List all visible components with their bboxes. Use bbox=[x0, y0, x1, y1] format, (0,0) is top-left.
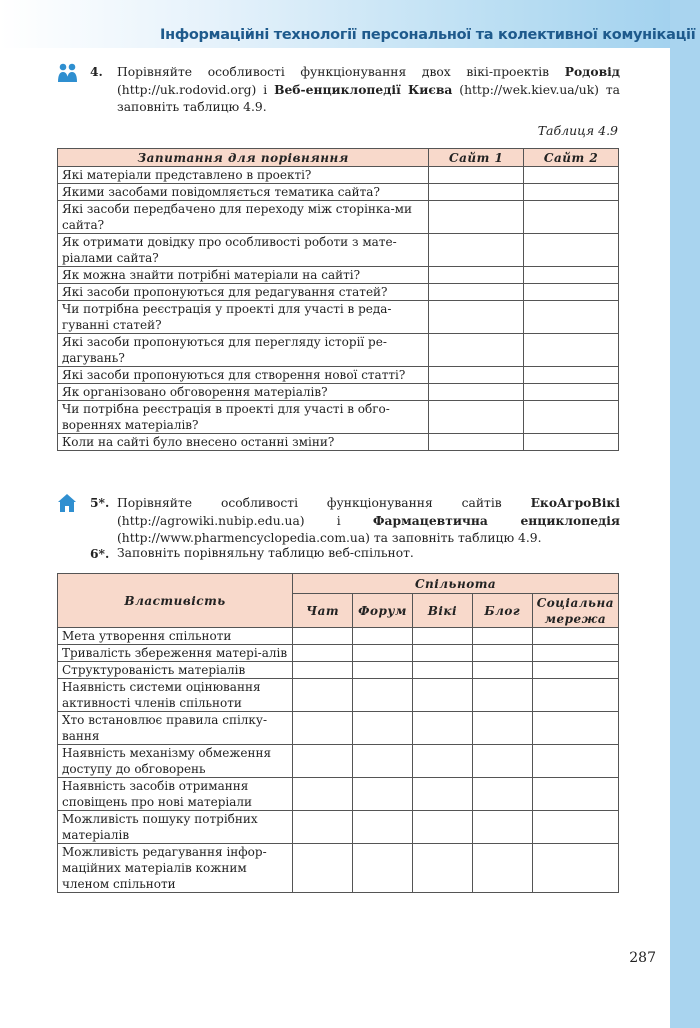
table-row bbox=[58, 267, 619, 284]
answer-cell bbox=[429, 234, 524, 267]
answer-cell bbox=[472, 745, 532, 778]
answer-cell bbox=[524, 167, 619, 184]
column-header: Чат bbox=[293, 594, 353, 628]
task-text: Порівняйте особливості функціонування сайтів ЕкоАгроВікі (http://agrowiki.nubip.edu.ua) і Фармацевтична енциклопедія (http://www.pharmencyclopedia.com.ua) та заповніть таблицю 4.9. bbox=[117, 495, 620, 545]
answer-cell bbox=[532, 662, 618, 679]
answer-cell bbox=[524, 184, 619, 201]
question-cell: Які засоби передбачено для переходу між сторінка-ми сайта? bbox=[58, 201, 429, 234]
answer-cell bbox=[293, 628, 353, 645]
answer-cell bbox=[353, 662, 413, 679]
answer-cell bbox=[429, 167, 524, 184]
table-row bbox=[58, 367, 619, 384]
answer-cell bbox=[413, 662, 473, 679]
question-cell: Чи потрібна реєстрація в проекті для участі в обго-вореннях матеріалів? bbox=[58, 401, 429, 434]
property-cell: Хто встановлює правила спілку-вання bbox=[58, 712, 293, 745]
table-row bbox=[58, 201, 619, 234]
home-task-icon bbox=[57, 493, 77, 513]
community-group-header: Спільнота bbox=[293, 574, 619, 594]
answer-cell bbox=[293, 778, 353, 811]
answer-cell bbox=[293, 712, 353, 745]
column-header: Блог bbox=[472, 594, 532, 628]
property-cell: Можливість пошуку потрібних матеріалів bbox=[58, 811, 293, 844]
table-row bbox=[58, 434, 619, 451]
answer-cell bbox=[532, 679, 618, 712]
answer-cell bbox=[413, 712, 473, 745]
answer-cell bbox=[532, 628, 618, 645]
question-cell: Які матеріали представлено в проекті? bbox=[58, 167, 429, 184]
answer-cell bbox=[413, 778, 473, 811]
task-6 bbox=[90, 545, 620, 563]
answer-cell bbox=[413, 745, 473, 778]
answer-cell bbox=[293, 811, 353, 844]
table-row bbox=[58, 645, 619, 662]
answer-cell bbox=[524, 301, 619, 334]
answer-cell bbox=[472, 712, 532, 745]
table-row bbox=[58, 184, 619, 201]
answer-cell bbox=[353, 811, 413, 844]
table-row bbox=[58, 234, 619, 267]
question-cell: Які засоби пропонуються для редагування статей? bbox=[58, 284, 429, 301]
site-name: Фармацевтична енциклопедія bbox=[372, 513, 620, 528]
answer-cell bbox=[353, 778, 413, 811]
answer-cell bbox=[293, 645, 353, 662]
answer-cell bbox=[524, 234, 619, 267]
table-row bbox=[58, 712, 619, 745]
answer-cell bbox=[472, 628, 532, 645]
communities-table bbox=[57, 573, 619, 893]
table-row bbox=[58, 301, 619, 334]
answer-cell bbox=[524, 267, 619, 284]
answer-cell bbox=[472, 679, 532, 712]
question-cell: Якими засобами повідомляється тематика сайта? bbox=[58, 184, 429, 201]
question-cell: Як отримати довідку про особливості роботи з мате-ріалами сайта? bbox=[58, 234, 429, 267]
comparison-table-4-9 bbox=[57, 148, 619, 451]
column-header: Форум bbox=[353, 594, 413, 628]
task-text: Заповніть порівняльну таблицю веб-спільнот. bbox=[117, 546, 414, 560]
column-header: Запитання для порівняння bbox=[58, 149, 429, 167]
answer-cell bbox=[413, 628, 473, 645]
pair-work-icon bbox=[57, 62, 79, 84]
answer-cell bbox=[429, 184, 524, 201]
answer-cell bbox=[293, 662, 353, 679]
answer-cell bbox=[532, 712, 618, 745]
answer-cell bbox=[353, 745, 413, 778]
answer-cell bbox=[293, 679, 353, 712]
table-row bbox=[58, 334, 619, 367]
answer-cell bbox=[353, 645, 413, 662]
site-name: ЕкоАгроВікі bbox=[530, 495, 620, 510]
task-number: 6*. bbox=[90, 546, 110, 561]
question-cell: Як можна знайти потрібні матеріали на сайті? bbox=[58, 267, 429, 284]
answer-cell bbox=[353, 844, 413, 893]
answer-cell bbox=[429, 334, 524, 367]
answer-cell bbox=[429, 401, 524, 434]
table-row bbox=[58, 745, 619, 778]
answer-cell bbox=[293, 844, 353, 893]
table-row bbox=[58, 662, 619, 679]
answer-cell bbox=[532, 811, 618, 844]
table-row bbox=[58, 778, 619, 811]
answer-cell bbox=[524, 434, 619, 451]
table-row bbox=[58, 679, 619, 712]
answer-cell bbox=[429, 434, 524, 451]
answer-cell bbox=[524, 384, 619, 401]
answer-cell bbox=[413, 645, 473, 662]
task-text: Порівняйте особливості функціонування двох вікі-проектів Родовід (http://uk.rodovid.org) і Веб-енциклопедії Києва (http://wek.kiev.ua/uk) та заповніть таблицю 4.9. bbox=[117, 64, 620, 114]
column-header: Сайт 1 bbox=[429, 149, 524, 167]
answer-cell bbox=[524, 367, 619, 384]
answer-cell bbox=[532, 778, 618, 811]
answer-cell bbox=[472, 662, 532, 679]
page-number: 287 bbox=[629, 950, 656, 966]
answer-cell bbox=[532, 745, 618, 778]
column-header: Сайт 2 bbox=[524, 149, 619, 167]
answer-cell bbox=[532, 645, 618, 662]
answer-cell bbox=[472, 778, 532, 811]
property-cell: Наявність засобів отримання сповіщень про нові матеріали bbox=[58, 778, 293, 811]
site-name: Родовід bbox=[564, 64, 620, 79]
answer-cell bbox=[413, 679, 473, 712]
table-caption: Таблиця 4.9 bbox=[537, 123, 618, 138]
answer-cell bbox=[413, 811, 473, 844]
answer-cell bbox=[429, 201, 524, 234]
site-name: Веб-енциклопедії Києва bbox=[274, 82, 453, 97]
answer-cell bbox=[524, 401, 619, 434]
answer-cell bbox=[353, 679, 413, 712]
property-cell: Наявність системи оцінювання активності членів спільноти bbox=[58, 679, 293, 712]
answer-cell bbox=[472, 811, 532, 844]
property-cell: Мета утворення спільноти bbox=[58, 628, 293, 645]
answer-cell bbox=[429, 284, 524, 301]
question-cell: Чи потрібна реєстрація у проекті для участі в реда-гуванні статей? bbox=[58, 301, 429, 334]
question-cell: Коли на сайті було внесено останні зміни? bbox=[58, 434, 429, 451]
answer-cell bbox=[353, 628, 413, 645]
table-row bbox=[58, 284, 619, 301]
answer-cell bbox=[429, 384, 524, 401]
task-number: 5*. bbox=[90, 495, 110, 510]
property-cell: Тривалість збереження матері-алів bbox=[58, 645, 293, 662]
answer-cell bbox=[429, 367, 524, 384]
task-number: 4. bbox=[90, 64, 103, 79]
answer-cell bbox=[429, 301, 524, 334]
question-cell: Як організовано обговорення матеріалів? bbox=[58, 384, 429, 401]
table-row bbox=[58, 628, 619, 645]
answer-cell bbox=[293, 745, 353, 778]
answer-cell bbox=[472, 645, 532, 662]
answer-cell bbox=[413, 844, 473, 893]
answer-cell bbox=[524, 334, 619, 367]
answer-cell bbox=[532, 844, 618, 893]
property-cell: Наявність механізму обмеження доступу до обговорень bbox=[58, 745, 293, 778]
column-header: Вікі bbox=[413, 594, 473, 628]
side-band bbox=[670, 0, 700, 1028]
table-row bbox=[58, 811, 619, 844]
task-5 bbox=[90, 494, 620, 546]
table-row bbox=[58, 401, 619, 434]
property-cell: Структурованість матеріалів bbox=[58, 662, 293, 679]
question-cell: Які засоби пропонуються для перегляду історії ре-дагувань? bbox=[58, 334, 429, 367]
chapter-title: Інформаційні технології персональної та колективної комунікації bbox=[160, 27, 696, 43]
question-cell: Які засоби пропонуються для створення нової статті? bbox=[58, 367, 429, 384]
answer-cell bbox=[353, 712, 413, 745]
task-4 bbox=[90, 63, 620, 115]
answer-cell bbox=[472, 844, 532, 893]
property-header: Властивість bbox=[58, 574, 293, 628]
answer-cell bbox=[524, 284, 619, 301]
property-cell: Можливість редагування інфор-маційних матеріалів кожним членом спільноти bbox=[58, 844, 293, 893]
answer-cell bbox=[429, 267, 524, 284]
answer-cell bbox=[524, 201, 619, 234]
table-row bbox=[58, 384, 619, 401]
column-header: Соціальна мережа bbox=[532, 594, 618, 628]
table-row bbox=[58, 167, 619, 184]
table-row bbox=[58, 844, 619, 893]
